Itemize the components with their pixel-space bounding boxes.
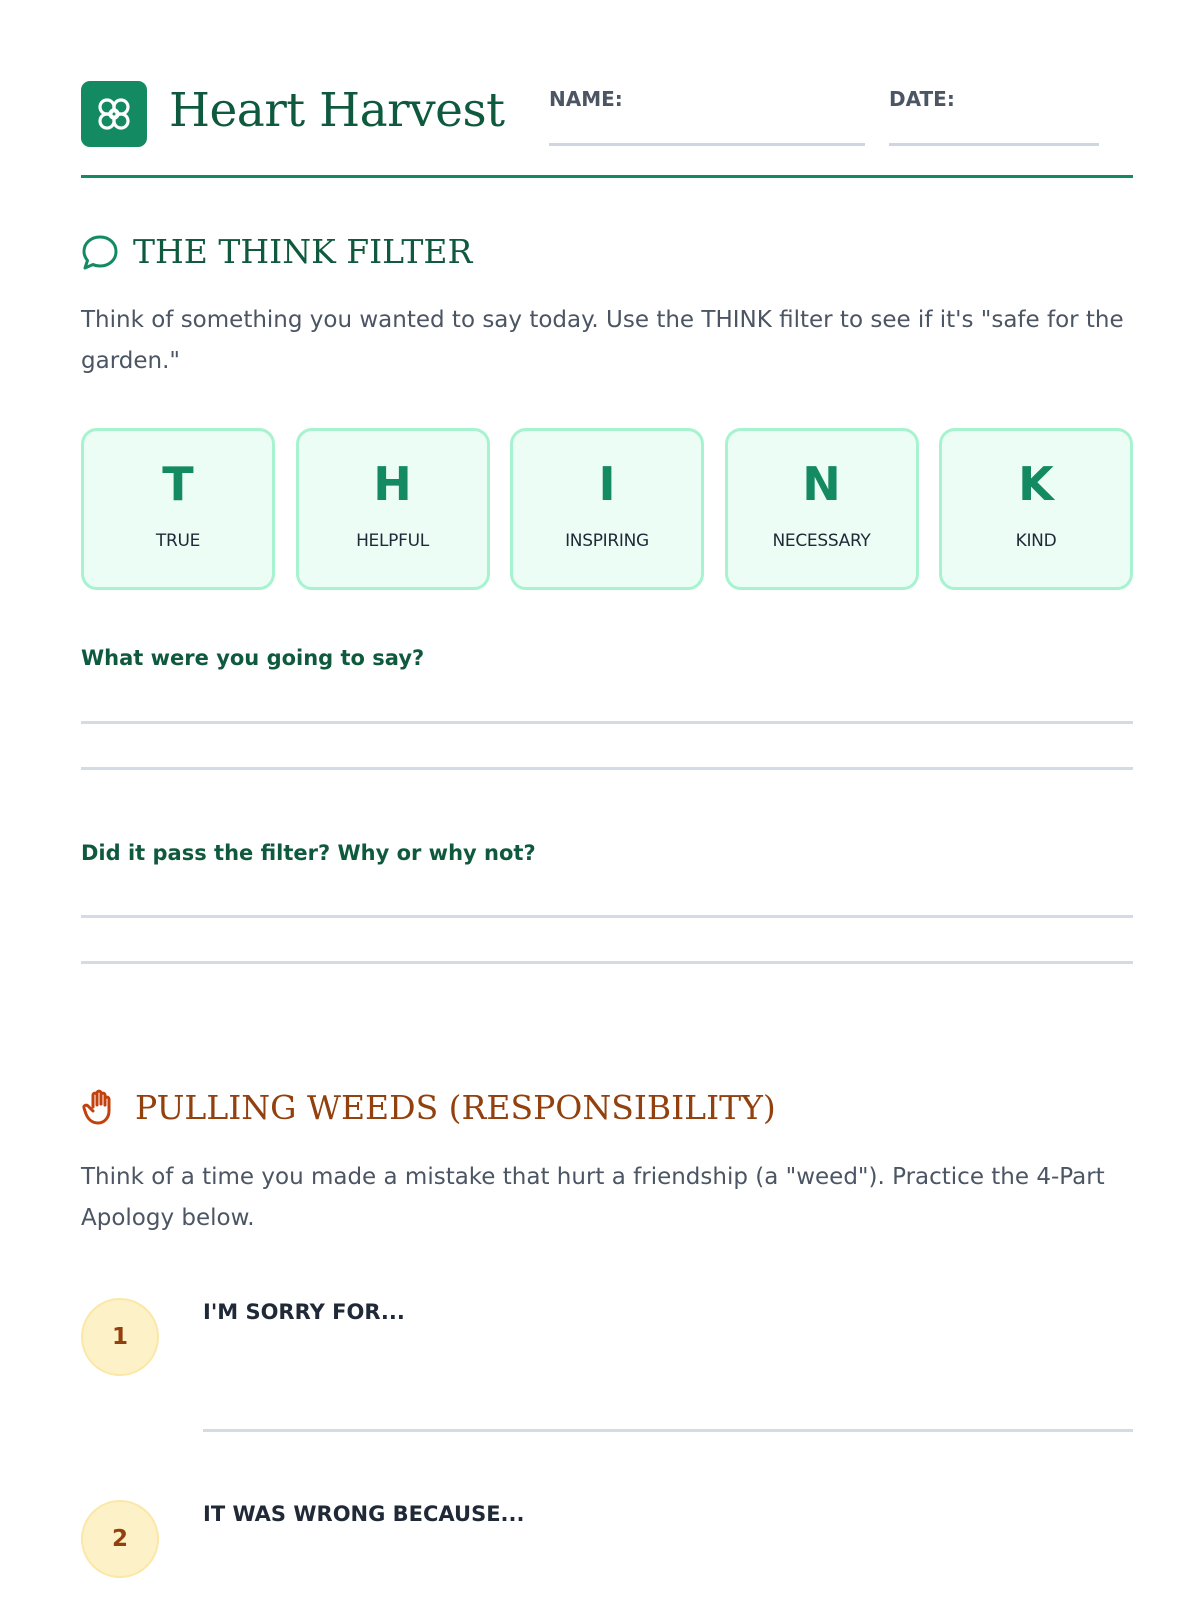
card-word: NECESSARY [772, 531, 871, 551]
step-number-badge: 1 [81, 1298, 159, 1376]
card-word: KIND [1015, 531, 1057, 551]
answer-line[interactable] [81, 961, 1133, 964]
speech-bubble-icon [81, 233, 119, 271]
question-what-say: What were you going to say? [81, 646, 425, 670]
logo [81, 81, 147, 147]
answer-line[interactable] [81, 767, 1133, 770]
answer-line[interactable] [81, 915, 1133, 918]
think-section-title: THE THINK FILTER [133, 232, 473, 271]
card-letter: T [162, 457, 194, 511]
think-card-helpful [296, 428, 490, 590]
header-divider [81, 175, 1133, 178]
weeds-section-title: PULLING WEEDS (RESPONSIBILITY) [135, 1087, 776, 1127]
weeds-section-heading [81, 1087, 776, 1127]
name-field[interactable] [549, 143, 865, 146]
step-label: I'M SORRY FOR... [203, 1300, 405, 1324]
card-word: INSPIRING [565, 531, 649, 551]
card-letter: I [598, 457, 616, 511]
think-card-necessary [725, 428, 919, 590]
name-label: NAME: [549, 87, 623, 111]
think-card-true [81, 428, 275, 590]
flower-icon [81, 81, 147, 147]
weeds-intro: Think of a time you made a mistake that hurt a friendship (a "weed"). Practice the 4-Part Apology below. [81, 1164, 1105, 1231]
card-word: HELPFUL [356, 531, 429, 551]
date-label: DATE: [889, 87, 955, 111]
step-answer-line[interactable] [203, 1429, 1133, 1432]
worksheet-header [81, 81, 1133, 177]
think-card-kind [939, 428, 1133, 590]
think-intro: Think of something you wanted to say today. Use the THINK filter to see if it's "safe for the garden." [81, 307, 1124, 374]
answer-line[interactable] [81, 721, 1133, 724]
date-field[interactable] [889, 143, 1099, 146]
step-number-badge: 2 [81, 1500, 159, 1578]
hand-icon [81, 1087, 121, 1127]
brand-title: Heart Harvest [169, 83, 505, 138]
card-letter: K [1018, 457, 1054, 511]
step-label: IT WAS WRONG BECAUSE... [203, 1502, 525, 1526]
card-word: TRUE [155, 531, 201, 551]
think-card-inspiring [510, 428, 704, 590]
think-cards [81, 428, 1133, 588]
card-letter: H [373, 457, 412, 511]
question-pass-filter: Did it pass the filter? Why or why not? [81, 841, 536, 865]
card-letter: N [802, 457, 841, 511]
think-section-heading [81, 232, 472, 271]
